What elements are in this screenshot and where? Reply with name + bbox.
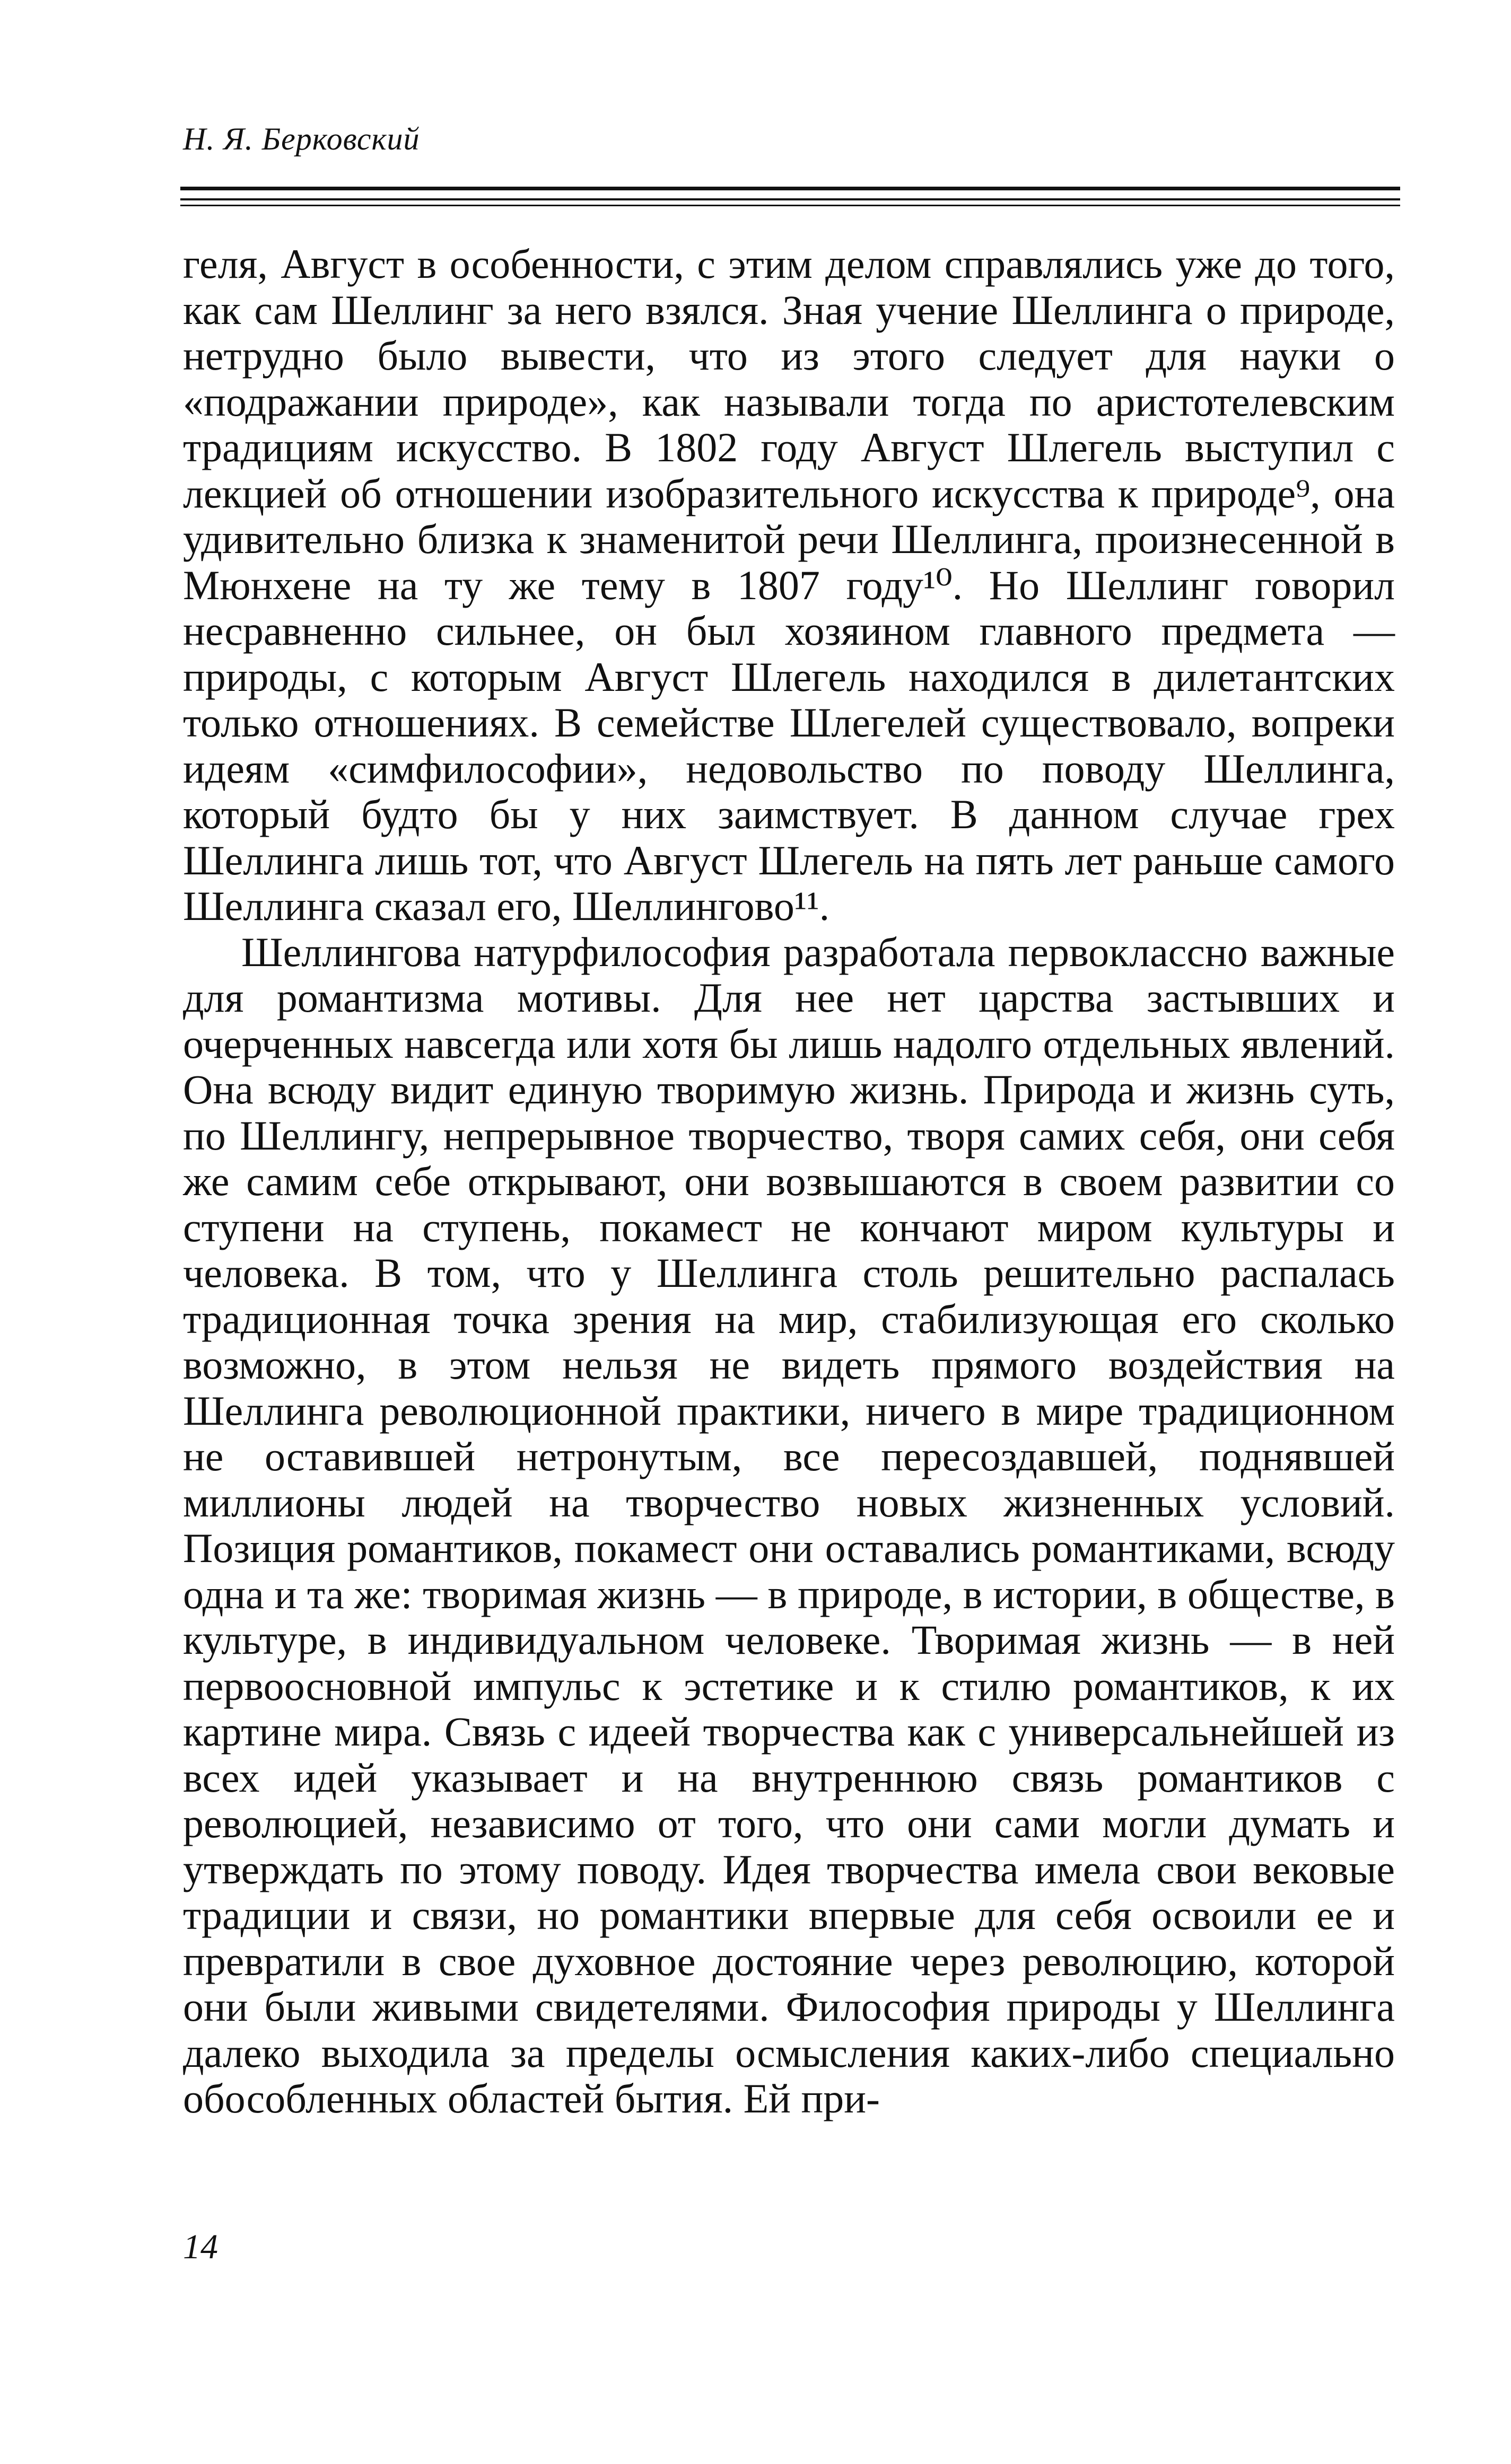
header-rule-medium [180,198,1400,200]
running-head-author: Н. Я. Берковский [183,121,420,156]
page-body-text [183,241,1395,2122]
page-number: 14 [183,2228,218,2266]
header-rule-thin [180,205,1400,206]
paragraph-naturphilosophie: Шеллингова натурфилософия разработала первоклассно важные для романтизма мотивы. Для нее нет царства застывших и очерченных навсегда или хотя бы лишь надолго отдельных явлений. Она всюду видит единую творимую жизнь. Природа и жизнь суть, по Шеллингу, непрерывное творчество, творя самих себя, они себя же самим себе открывают, они возвышаются в своем развитии со ступени на ступень, покамест не кончают миром культуры и человека. В том, что у Шеллинга столь решительно распалась традиционная точка зрения на мир, стабилизующая его сколько возможно, в этом нельзя не видеть прямого воздействия на Шеллинга революционной практики, ничего в мире традиционном не оставившей нетронутым, все пересоздавшей, поднявшей миллионы людей на творчество новых жизненных условий. Позиция романтиков, покамест они оставались романтиками, всюду одна и та же: творимая жизнь — в природе, в истории, в обществе, в культуре, в индивидуальном человеке. Творимая жизнь — в ней первоосновной импульс к эстетике и к стилю романтиков, к их картине мира. Связь с идеей творчества как с универсальнейшей из всех идей указывает и на внутреннюю связь романтиков с революцией, независимо от того, что они сами могли думать и утверждать по этому поводу. Идея творчества имела свои вековые традиции и связи, но романтики впервые для себя освоили ее и превратили в свое духовное достояние через революцию, которой они были живыми свидетелями. Философия природы у Шеллинга далеко выходила за пределы осмысления каких-либо специально обособленных областей бытия. Ей при- [183,928,1395,2121]
paragraph-continued: геля, Август в особенности, с этим делом справлялись уже до того, как сам Шеллинг за него взялся. Зная учение Шеллинга о природе, нетрудно было вывести, что из этого следует для науки о «подражании природе», как называли тогда по аристотелевским традициям искусство. В 1802 году Август Шлегель выступил с лекцией об отношении изобразительного искусства к природе⁹, она удивительно близка к знаменитой речи Шеллинга, произнесенной в Мюнхене на ту же тему в 1807 году¹⁰. Но Шеллинг говорил несравненно сильнее, он был хозяином главного предмета — природы, с которым Август Шлегель находился в дилетантских только отношениях. В семействе Шлегелей существовало, вопреки идеям «симфилософии», недовольство по поводу Шеллинга, который будто бы у них заимствует. В данном случае грех Шеллинга лишь тот, что Август Шлегель на пять лет раньше самого Шеллинга сказал его, Шеллингово¹¹. [183,241,1395,929]
header-rule-thick [180,187,1400,190]
